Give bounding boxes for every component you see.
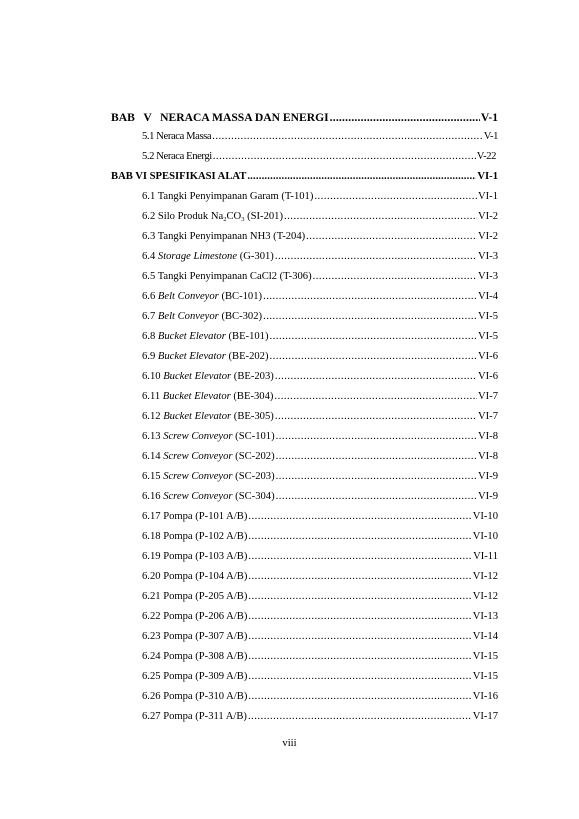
toc-page-number: V-1 — [480, 111, 498, 124]
toc-entry-code: (BC-101) — [218, 291, 263, 302]
toc-entry-label — [142, 210, 283, 224]
toc-entry-equipment-name: Bucket Elevator — [162, 391, 231, 402]
toc-page-number: VI-3 — [477, 271, 498, 282]
toc-entry[interactable] — [142, 610, 498, 623]
toc-entry-label: 5.1 Neraca Massa — [142, 131, 212, 142]
toc-leader-dots — [247, 170, 476, 183]
toc-entry-label: 6.22 Pompa (P-206 A/B) — [142, 611, 248, 622]
toc-leader-dots — [212, 130, 482, 143]
toc-page-number: VI-10 — [472, 531, 498, 542]
toc-entry[interactable] — [142, 390, 498, 403]
toc-entry-label: 6.19 Pompa (P-103 A/B) — [142, 551, 248, 562]
toc-entry-label: 6.27 Pompa (P-311 A/B) — [142, 711, 247, 722]
toc-entry-equipment-name: Screw Conveyor — [163, 471, 233, 482]
toc-leader-dots — [248, 710, 472, 723]
toc-entry-equipment-name: Bucket Elevator — [157, 351, 226, 362]
toc-entry-label: 6.17 Pompa (P-101 A/B) — [142, 511, 248, 522]
toc-entry-number: 6.10 — [142, 371, 164, 382]
toc-leader-dots — [276, 490, 477, 503]
toc-entry-label: 6.3 Tangki Penyimpanan NH3 (T-204) — [142, 231, 306, 242]
toc-leader-dots — [275, 370, 477, 383]
toc-entry-label: 6.1 Tangki Penyimpanan Garam (T-101) — [142, 191, 314, 202]
toc-entry[interactable] — [142, 190, 498, 203]
toc-leader-dots — [248, 610, 471, 623]
toc-entry-equipment-name: Screw Conveyor — [163, 451, 233, 462]
toc-entry-number: 6.12 — [142, 411, 164, 422]
toc-entry[interactable] — [142, 710, 498, 723]
toc-leader-dots — [248, 690, 471, 703]
toc-entry-label: 6.21 Pompa (P-205 A/B) — [142, 591, 248, 602]
toc-page-number: VI-14 — [472, 631, 498, 642]
toc-entry-code: (BC-302) — [218, 311, 263, 322]
toc-entry[interactable] — [142, 250, 498, 263]
toc-entry-equipment-name: Bucket Elevator — [163, 411, 232, 422]
toc-page-number: VI-3 — [477, 251, 498, 262]
toc-entry-label — [142, 490, 275, 503]
toc-entry[interactable] — [142, 410, 498, 423]
toc-entry-code: (BE-304) — [230, 391, 274, 402]
toc-leader-dots — [248, 630, 471, 643]
toc-entry-equipment-name: Bucket Elevator — [157, 331, 226, 342]
toc-entry[interactable] — [142, 210, 498, 224]
toc-entry-code: (SC-101) — [232, 431, 275, 442]
toc-page-number: VI-9 — [477, 471, 498, 482]
toc-entry-label: 6.24 Pompa (P-308 A/B) — [142, 651, 248, 662]
toc-entry-label — [142, 450, 275, 463]
toc-page-number: VI-7 — [477, 411, 498, 422]
toc-entry[interactable] — [142, 650, 498, 663]
toc-page-number: VI-4 — [477, 291, 498, 302]
toc-page-number: VI-8 — [477, 431, 498, 442]
toc-entry-label — [142, 410, 274, 423]
toc-entry-label-mid: CO — [226, 211, 242, 222]
toc-entry[interactable] — [142, 490, 498, 503]
toc-leader-dots — [248, 550, 472, 563]
toc-entry-label: 6.20 Pompa (P-104 A/B) — [142, 571, 248, 582]
toc-entry-number: 6.4 — [142, 251, 158, 262]
toc-entry[interactable] — [142, 130, 498, 143]
toc-entry-label — [142, 310, 262, 323]
toc-entry-number: 6.15 — [142, 471, 164, 482]
toc-leader-dots — [248, 650, 471, 663]
toc-entry[interactable] — [142, 670, 498, 683]
toc-leader-dots — [270, 330, 477, 343]
toc-entry-label — [142, 250, 274, 263]
page-number-footer: viii — [282, 738, 297, 749]
toc-page-number: VI-7 — [477, 391, 498, 402]
toc-entry-label: 6.18 Pompa (P-102 A/B) — [142, 531, 248, 542]
toc-entry-label: 5.2 Neraca Energi — [142, 151, 212, 162]
toc-entry-number: 6.14 — [142, 451, 164, 462]
toc-page-number: V-1 — [483, 131, 498, 142]
toc-leader-dots — [248, 670, 471, 683]
toc-page-number: VI-17 — [472, 711, 498, 722]
toc-entry[interactable] — [142, 270, 498, 283]
toc-entry-label: 6.26 Pompa (P-310 A/B) — [142, 691, 248, 702]
toc-entry-code: (G-301) — [237, 251, 274, 262]
toc-entry[interactable] — [142, 630, 498, 643]
toc-leader-dots — [275, 410, 477, 423]
toc-entry-label — [142, 430, 275, 443]
toc-entry[interactable] — [142, 370, 498, 383]
toc-page-number: VI-6 — [477, 371, 498, 382]
toc-entry-label: 6.23 Pompa (P-307 A/B) — [142, 631, 248, 642]
toc-entry-equipment-name: Bucket Elevator — [163, 371, 232, 382]
toc-leader-dots — [248, 590, 471, 603]
toc-leader-dots — [263, 290, 477, 303]
toc-leader-dots — [213, 150, 476, 163]
subscript: 2 — [223, 216, 227, 223]
toc-entry-label — [142, 290, 262, 303]
toc-chapter-label: BAB V NERACA MASSA DAN ENERGI — [111, 111, 329, 124]
toc-entry-code: (SC-203) — [232, 471, 275, 482]
toc-page-number: VI-2 — [477, 231, 498, 242]
toc-leader-dots — [306, 230, 477, 243]
toc-page-number: VI-5 — [477, 311, 498, 322]
toc-leader-dots — [314, 190, 477, 203]
toc-entry-equipment-name: Screw Conveyor — [163, 491, 233, 502]
toc-leader-dots — [263, 310, 477, 323]
toc-entry-equipment-name: Storage Limestone — [157, 251, 238, 262]
toc-entry[interactable] — [142, 330, 498, 343]
toc-leader-dots — [275, 250, 477, 263]
toc-entry[interactable] — [142, 230, 498, 243]
toc-leader-dots — [276, 450, 477, 463]
toc-entry-label — [142, 390, 273, 403]
toc-page-number: VI-15 — [472, 651, 498, 662]
toc-entry-number: 6.11 — [142, 391, 163, 402]
toc-page-number: VI-9 — [477, 491, 498, 502]
toc-entry-code: (BE-203) — [231, 371, 274, 382]
toc-page-number: VI-8 — [477, 451, 498, 462]
toc-entry-code: (SC-202) — [232, 451, 275, 462]
toc-entry-number: 6.6 — [142, 291, 158, 302]
toc-leader-dots — [270, 350, 477, 363]
toc-chapter-5[interactable] — [111, 111, 498, 124]
toc-entry-code: (SC-304) — [232, 491, 275, 502]
toc-entry-label — [142, 350, 269, 363]
toc-entry-number: 6.13 — [142, 431, 164, 442]
toc-page-number: VI-11 — [473, 551, 498, 562]
toc-page-number: VI-2 — [477, 211, 498, 222]
toc-entry[interactable] — [142, 310, 498, 323]
toc-leader-dots — [284, 210, 477, 223]
toc-entry[interactable] — [142, 150, 496, 163]
toc-entry-number: 6.7 — [142, 311, 158, 322]
toc-page-number: VI-6 — [477, 351, 498, 362]
toc-chapter-label: BAB VI SPESIFIKASI ALAT — [111, 171, 247, 182]
toc-entry-equipment-name: Belt Conveyor — [157, 311, 219, 322]
toc-page-number: V-22 — [476, 151, 496, 162]
toc-entry-number: 6.16 — [142, 491, 164, 502]
toc-leader-dots — [248, 570, 471, 583]
toc-entry[interactable] — [142, 550, 498, 563]
toc-leader-dots — [330, 111, 480, 124]
toc-chapter-6[interactable] — [111, 170, 498, 183]
toc-page-number: VI-15 — [472, 671, 498, 682]
toc-entry-label-end: (SI-201) — [244, 211, 283, 222]
toc-entry[interactable] — [142, 350, 498, 363]
toc-page-number: VI-12 — [472, 591, 498, 602]
toc-entry[interactable] — [142, 450, 498, 463]
toc-entry-code: (BE-305) — [231, 411, 274, 422]
toc-leader-dots — [313, 270, 477, 283]
toc-page-number: VI-1 — [477, 171, 498, 182]
toc-leader-dots — [274, 390, 477, 403]
toc-entry-number: 6.8 — [142, 331, 158, 342]
toc-page-number: VI-16 — [472, 691, 498, 702]
toc-entry[interactable] — [142, 470, 498, 483]
toc-page-number: VI-13 — [472, 611, 498, 622]
toc-entry-label — [142, 470, 275, 483]
toc-entry[interactable] — [142, 530, 498, 543]
toc-entry-label-start: 6.2 Silo Produk Na — [142, 211, 224, 222]
toc-leader-dots — [276, 470, 477, 483]
toc-entry[interactable] — [142, 430, 498, 443]
subscript: 3 — [241, 216, 245, 223]
toc-entry-code: (BE-202) — [225, 351, 269, 362]
toc-entry-label — [142, 330, 269, 343]
toc-page-number: VI-12 — [472, 571, 498, 582]
toc-leader-dots — [248, 510, 471, 523]
toc-page-number: VI-10 — [472, 511, 498, 522]
toc-page-number: VI-5 — [477, 331, 498, 342]
toc-leader-dots — [248, 530, 471, 543]
toc-leader-dots — [276, 430, 477, 443]
toc-entry[interactable] — [142, 290, 498, 303]
toc-entry-equipment-name: Belt Conveyor — [157, 291, 219, 302]
toc-entry-code: (BE-101) — [225, 331, 269, 342]
toc-entry-label: 6.25 Pompa (P-309 A/B) — [142, 671, 248, 682]
toc-entry-number: 6.9 — [142, 351, 158, 362]
toc-entry[interactable] — [142, 690, 498, 703]
toc-entry[interactable] — [142, 570, 498, 583]
toc-entry-label: 6.5 Tangki Penyimpanan CaCl2 (T-306) — [142, 271, 312, 282]
toc-page-number: VI-1 — [477, 191, 498, 202]
toc-entry[interactable] — [142, 590, 498, 603]
toc-entry[interactable] — [142, 510, 498, 523]
toc-entry-label — [142, 370, 274, 383]
toc-entry-equipment-name: Screw Conveyor — [163, 431, 233, 442]
